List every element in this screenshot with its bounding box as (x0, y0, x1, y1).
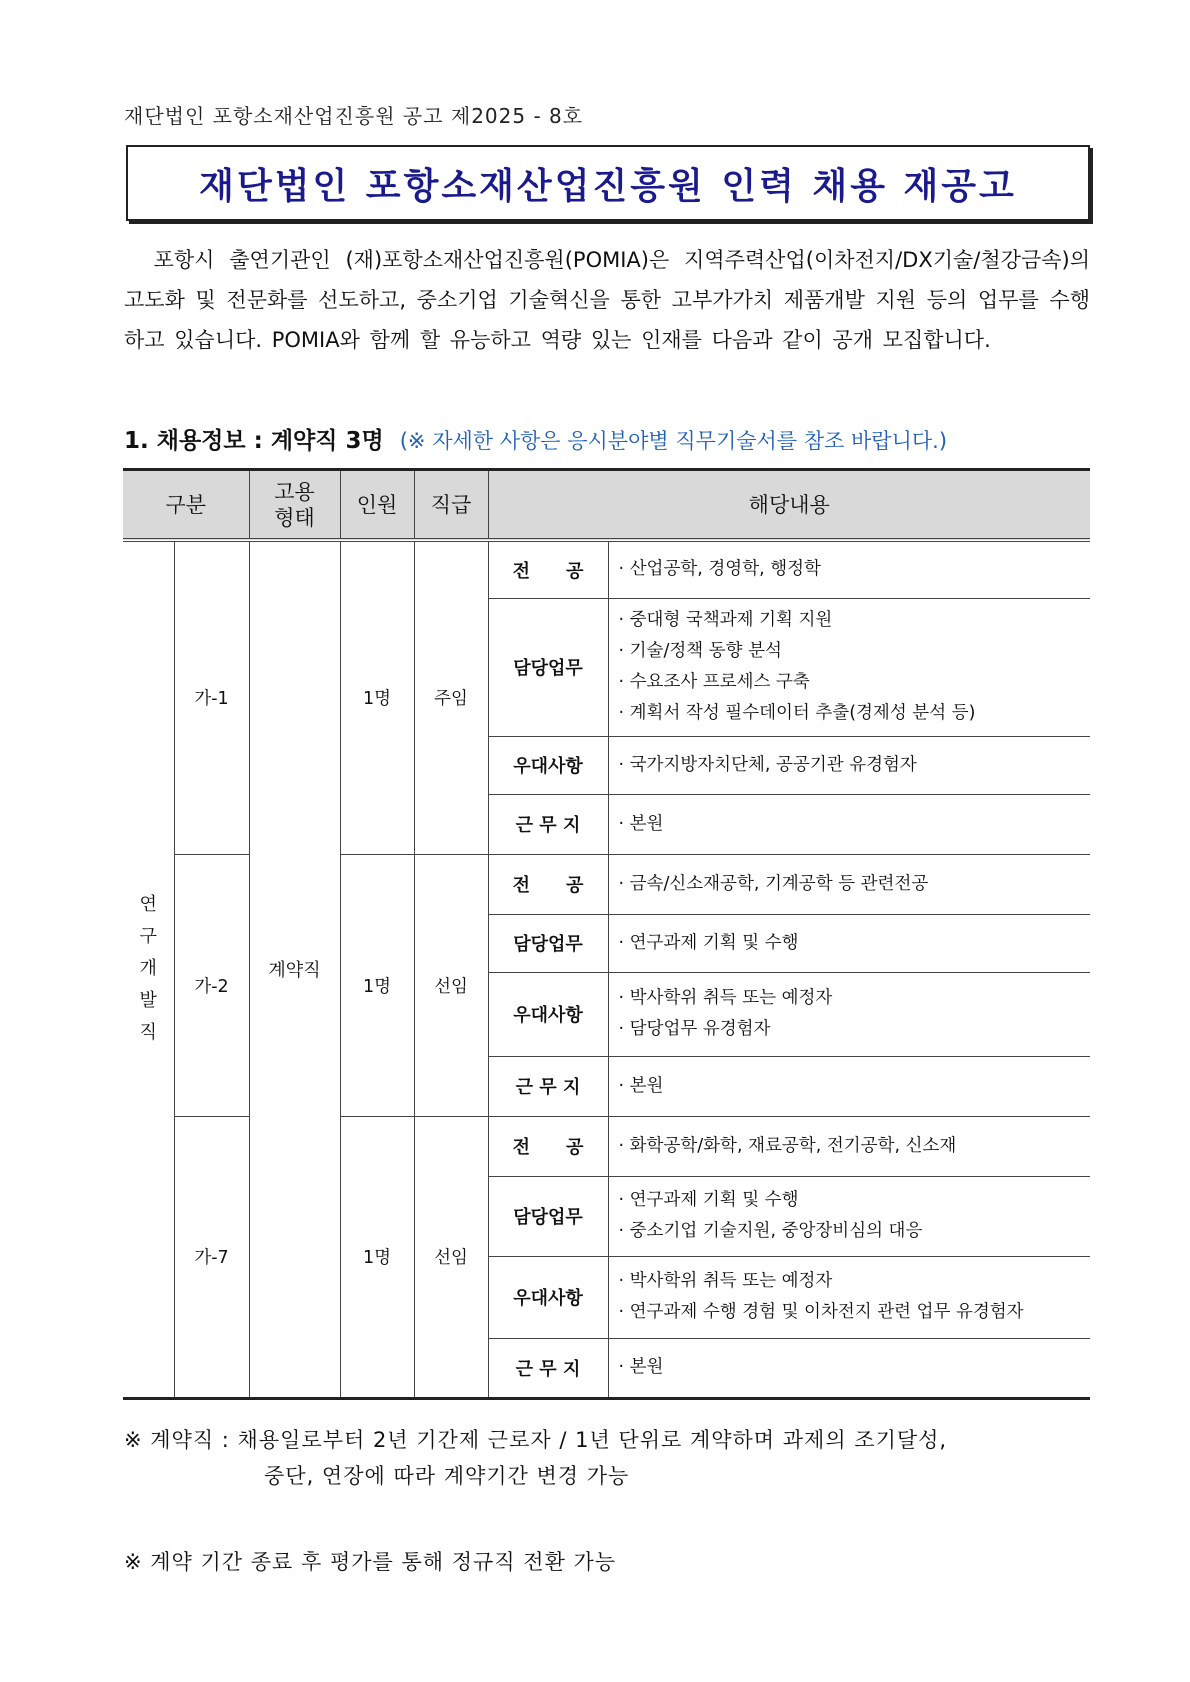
headcount-cell: 1명 (340, 540, 414, 854)
item-content: · 국가지방자치단체, 공공기관 유경험자 (608, 736, 1090, 794)
item-content: · 본원 (608, 1056, 1090, 1116)
rank-cell: 주임 (414, 540, 488, 854)
intro-text: 포항시 출연기관인 (재)포항소재산업진흥원(POMIA)은 지역주력산업(이차전지/DX기술/철강금속)의 고도화 및 전문화를 선도하고, 중소기업 기술혁신을 통한 고부가가치 제품개발 지원 등의 업무를 수행하고 있습니다. POMIA와 함께 할 유능하고 역량 있는 인재를 다음과 같이 공개 모집합니다. (124, 248, 1090, 352)
item-label: 우대사항 (488, 1256, 608, 1338)
item-content: · 본원 (608, 1338, 1090, 1398)
footnote-contract-cont: 중단, 연장에 따라 계약기간 변경 가능 (264, 1464, 630, 1488)
item-label: 담당업무 (488, 598, 608, 736)
item-content: · 중대형 국책과제 기획 지원 · 기술/정책 동향 분석 · 수요조사 프로세스 구축 · 계획서 작성 필수데이터 추출(경제성 분석 등) (608, 598, 1090, 736)
header-headcount: 인원 (340, 470, 414, 541)
job-group-cell: 연 구 개 발 직 (123, 540, 174, 1398)
item-label: 우대사항 (488, 972, 608, 1056)
item-content: · 금속/신소재공학, 기계공학 등 관련전공 (608, 854, 1090, 914)
section-note: (※ 자세한 사항은 응시분야별 직무기술서를 참조 바랍니다.) (399, 429, 948, 453)
item-label: 담당업무 (488, 1176, 608, 1256)
position-code: 가-2 (174, 854, 249, 1116)
item-content: · 화학공학/화학, 재료공학, 전기공학, 신소재 (608, 1116, 1090, 1176)
headcount-cell: 1명 (340, 1116, 414, 1398)
recruitment-table (123, 468, 1090, 1400)
employment-type-cell: 계약직 (249, 540, 340, 1398)
footnote-contract: ※ 계약직 : 채용일로부터 2년 기간제 근로자 / 1년 단위로 계약하며 과제의 조기달성, (124, 1428, 948, 1452)
intro-paragraph (124, 240, 1090, 360)
position-code: 가-1 (174, 540, 249, 854)
section-title: 1. 채용정보 : 계약직 3명 (124, 428, 384, 454)
item-content: · 박사학위 취득 또는 예정자 · 담당업무 유경험자 (608, 972, 1090, 1056)
rank-cell: 선임 (414, 854, 488, 1116)
item-label: 담당업무 (488, 914, 608, 972)
item-content: · 산업공학, 경영학, 행정학 (608, 540, 1090, 598)
header-details: 해당내용 (488, 470, 1090, 541)
item-label: 전 공 (488, 1116, 608, 1176)
header-employment-type: 고용 형태 (249, 470, 340, 541)
item-label: 전 공 (488, 540, 608, 598)
item-label: 근 무 지 (488, 1338, 608, 1398)
page-title: 재단법인 포항소재산업진흥원 인력 채용 재공고 (199, 164, 1017, 207)
table-row (123, 540, 1090, 598)
item-label: 전 공 (488, 854, 608, 914)
item-content: · 연구과제 기획 및 수행 (608, 914, 1090, 972)
table-header-row (123, 470, 1090, 541)
footnote-conversion: ※ 계약 기간 종료 후 평가를 통해 정규직 전환 가능 (124, 1550, 617, 1574)
item-label: 근 무 지 (488, 1056, 608, 1116)
rank-cell: 선임 (414, 1116, 488, 1398)
title-box (126, 145, 1090, 221)
headcount-cell: 1명 (340, 854, 414, 1116)
notice-number: 재단법인 포항소재산업진흥원 공고 제2025 - 8호 (124, 104, 584, 128)
item-content: · 본원 (608, 794, 1090, 854)
section-heading (124, 422, 947, 455)
position-code: 가-7 (174, 1116, 249, 1398)
item-label: 우대사항 (488, 736, 608, 794)
item-content: · 박사학위 취득 또는 예정자 · 연구과제 수행 경험 및 이차전지 관련 업무 유경험자 (608, 1256, 1090, 1338)
item-content: · 연구과제 기획 및 수행 · 중소기업 기술지원, 중앙장비심의 대응 (608, 1176, 1090, 1256)
item-label: 근 무 지 (488, 794, 608, 854)
header-category: 구분 (123, 470, 249, 541)
header-rank: 직급 (414, 470, 488, 541)
